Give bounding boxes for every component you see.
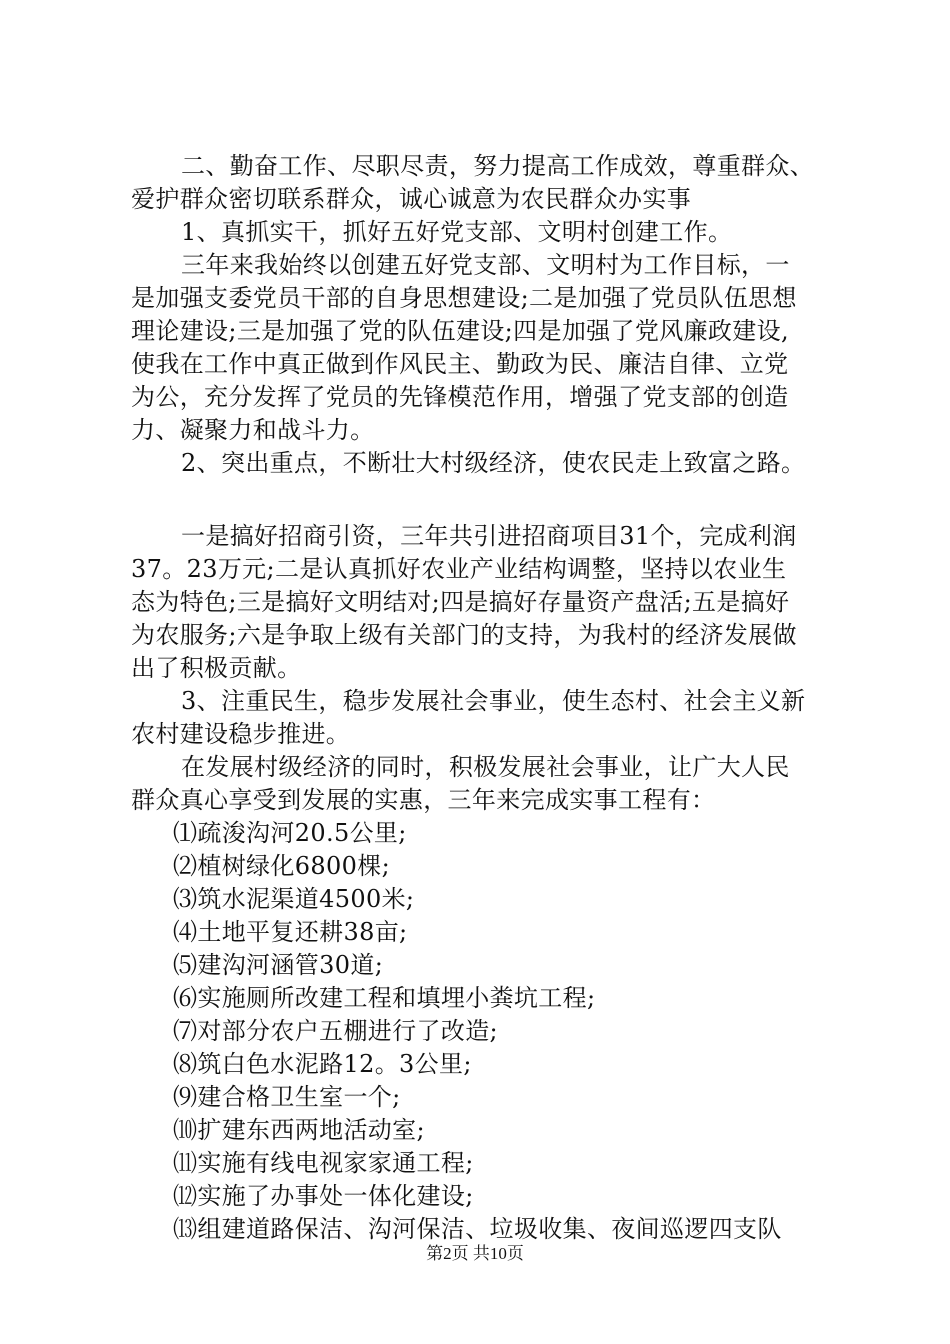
list-item: ⑵植树绿化6800棵; — [173, 852, 391, 880]
list-item: ⑸建沟河涵管30道; — [173, 951, 384, 979]
body-text-line: 为公，充分发挥了党员的先锋模范作用，增强了党支部的创造 — [131, 383, 789, 411]
body-text-line: 力、凝聚力和战斗力。 — [131, 416, 375, 444]
list-item: ⑷土地平复还耕38亩; — [173, 918, 408, 946]
body-text-line: 使我在工作中真正做到作风民主、勤政为民、廉洁自律、立党 — [131, 350, 789, 378]
document-body — [131, 150, 831, 1246]
list-item: ⑺对部分农户五棚进行了改造; — [173, 1017, 498, 1045]
list-item: ⒀组建道路保洁、沟河保洁、垃圾收集、夜间巡逻四支队 — [173, 1215, 782, 1243]
body-text-line: 在发展村级经济的同时，积极发展社会事业，让广大人民 — [181, 753, 790, 781]
page-number-footer: 第2页 共10页 — [426, 1244, 524, 1263]
body-text-line: 理论建设;三是加强了党的队伍建设;四是加强了党风廉政建设, — [131, 317, 789, 345]
body-text-line: 为农服务;六是争取上级有关部门的支持，为我村的经济发展做 — [131, 621, 797, 649]
section-heading-line: 爱护群众密切联系群众，诚心诚意为农民群众办实事 — [131, 185, 692, 213]
body-text-line: 态为特色;三是搞好文明结对;四是搞好存量资产盘活;五是搞好 — [131, 588, 790, 616]
list-item: ⑼建合格卫生室一个; — [173, 1083, 401, 1111]
subsection-title: 2、突出重点，不断壮大村级经济，使农民走上致富之路。 — [181, 449, 806, 477]
body-text-line: 群众真心享受到发展的实惠，三年来完成实事工程有： — [131, 786, 716, 814]
list-item: ⑻筑白色水泥路12。3公里; — [173, 1050, 472, 1078]
list-item: ⑹实施厕所改建工程和填埋小粪坑工程; — [173, 984, 596, 1012]
list-item: ⑶筑水泥渠道4500米; — [173, 885, 415, 913]
body-text-line: 出了积极贡献。 — [131, 654, 302, 682]
subsection-title: 农村建设稳步推进。 — [131, 720, 351, 748]
section-heading-line: 二、勤奋工作、尽职尽责，努力提高工作成效，尊重群众、 — [181, 152, 815, 180]
subsection-title: 1、真抓实干，抓好五好党支部、文明村创建工作。 — [181, 218, 733, 246]
subsection-title: 3、注重民生，稳步发展社会事业，使生态村、社会主义新 — [181, 687, 806, 715]
body-text-line: 三年来我始终以创建五好党支部、文明村为工作目标，一 — [181, 251, 790, 279]
body-text-line: 37。23万元;二是认真抓好农业产业结构调整，坚持以农业生 — [131, 555, 787, 583]
list-item: ⑿实施了办事处一体化建设; — [173, 1182, 474, 1210]
body-text-line: 是加强支委党员干部的自身思想建设;二是加强了党员队伍思想 — [131, 284, 797, 312]
list-item: ⑴疏浚沟河20.5公里; — [173, 819, 407, 847]
list-item: ⑽扩建东西两地活动室; — [173, 1116, 425, 1144]
body-text-line: 一是搞好招商引资，三年共引进招商项目31个，完成利润 — [181, 522, 797, 550]
list-item: ⑾实施有线电视家家通工程; — [173, 1149, 474, 1177]
